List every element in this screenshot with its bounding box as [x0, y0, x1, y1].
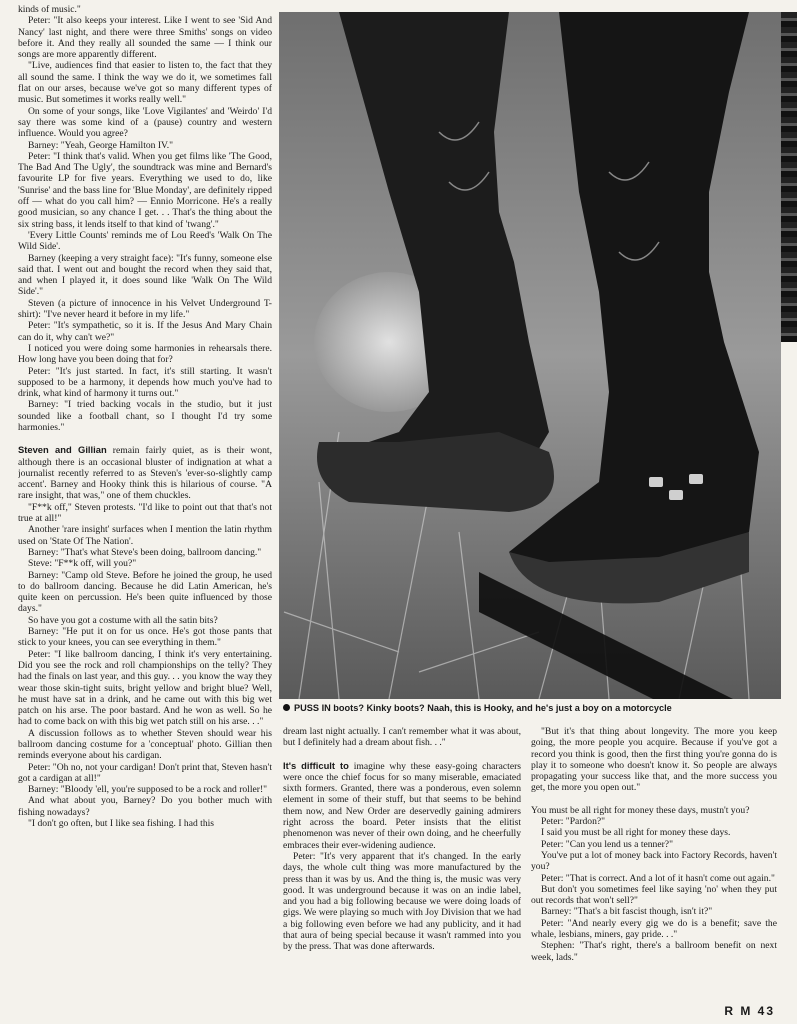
paragraph-text: imagine why these easy-going characters were once the chief focus for so many miserable, emaciated sixth formers. Granted, there was a ponderous, even solemn element in some of their stuff, but that seems to be behind them now, and New Order are deservedly gaining admirers right across the board. Peter insists that the elitist phenomenon was never of their own doing, and he cheerfully embraces their ever-widening audience.: [283, 760, 521, 851]
paragraph: On some of your songs, like 'Love Vigilantes' and 'Weirdo' I'd say there was some kind of a (pause) country and western influence. Would you agree?: [18, 105, 272, 140]
paragraph: Stephen: "That's right, there's a ballroom benefit on next week, lads.": [531, 940, 777, 963]
paragraph: So have you got a costume with all the satin bits?: [28, 614, 218, 626]
paragraph: Peter: "I think that's valid. When you get films like 'The Good, The Bad And The Ugly', the soundtrack was mine and Bernard's favourite LP for five years. Everything we used to do, like 'Sunrise' and the bass line for 'Blue Monday', are definitely ripped off — what do you call him? — Ennio Morricone. He's a really good musician, so any chance I get. . . That's the thing about the six string bass, it lends itself to that kind of 'twang'.": [18, 150, 272, 230]
paragraph: dream last night actually. I can't remember what it was about, but I definitely had a dream about fish. . .": [283, 726, 521, 749]
paragraph: Barney: "Camp old Steve. Before he joined the group, he used to do ballroom dancing. Because he did Latin American, he's quite keen on percussion. He's been quite influenced by those days.": [18, 569, 272, 615]
paragraph: Peter: "It's very apparent that it's changed. In the early days, the whole cult thing was more manufactured by the press than it was by us. And the thing is, the music was very good. It was underground because it was on an indie label, and you had a big following because we were doing loads of gigs. We were playing so much with Joy Division that we had a big following even before we had any publicity, and it had that aura of being special because it wasn't rammed into you by the press. That was done afterwards.: [283, 850, 521, 953]
paragraph: Barney: "He put it on for us once. He's got those pants that stick to your knees, you can see everything in them.": [18, 626, 272, 649]
paragraph: 'Every Little Counts' reminds me of Lou Reed's 'Walk On The Wild Side'.: [18, 229, 272, 253]
caption-text: PUSS IN boots? Kinky boots? Naah, this is Hooky, and he's just a boy on a motorcycle: [294, 703, 672, 713]
paragraph: Peter: "It's just started. In fact, it's still starting. It wasn't supposed to be a harmony, it depends how much you've had to drink, what kind of harmony it turns out.": [18, 365, 272, 400]
paragraph: Barney: "Yeah, George Hamilton IV.": [28, 139, 174, 151]
paragraph: kinds of music.": [18, 4, 81, 15]
photo-caption: [283, 702, 783, 714]
paragraph: And what about you, Barney? Do you bother much with fishing nowadays?: [18, 795, 272, 818]
paragraph: I noticed you were doing some harmonies in rehearsals there. How long have you been doing that for?: [18, 342, 272, 366]
paragraph: I said you must be all right for money these days.: [541, 827, 731, 839]
page-edge-strip: [781, 12, 797, 342]
article-column-3: [531, 726, 777, 1022]
paragraph: Peter: "Can you lend us a tenner?": [541, 838, 673, 850]
paragraph: Barney (keeping a very straight face): "It's funny, someone else said that. I went out and bought the record when they said that, and when I played it, it does sound like 'Walk On The Wild Side'.": [18, 252, 272, 298]
paragraph: Peter: "Pardon?": [541, 816, 606, 828]
section-paragraph: [283, 760, 521, 851]
boots-photo: [279, 12, 781, 699]
bullet-icon: [283, 704, 290, 711]
paragraph: Peter: "It's sympathetic, so it is. If the Jesus And Mary Chain can do it, why can't we?": [18, 320, 272, 343]
paragraph: "I don't go often, but I like sea fishing. I had this: [28, 818, 215, 830]
column-1-part-a: [18, 4, 272, 433]
paragraph: Another 'rare insight' surfaces when I mention the latin rhythm used on 'State Of The Nation'.: [18, 524, 272, 547]
paragraph: Peter: "And nearly every gig we do is a benefit; save the whale, lesbians, miners, gay pride. . .": [531, 917, 777, 941]
paragraph-text: remain fairly quiet, as is their wont, although there is an occasional bluster of indignation at what a journalist recently referred to as Steven's 'ever-so-slightly camp accent'. Barney and Hooky think this is hilarious of course. "A rare insight, that was," one of them chuckles.: [18, 445, 272, 502]
paragraph: Barney: "That's a bit fascist though, isn't it?": [541, 906, 713, 918]
paragraph: Peter: "Oh no, not your cardigan! Don't print that, Steven hasn't got a cardigan at all!": [18, 761, 272, 784]
paragraph: You've put a lot of money back into Factory Records, haven't you?: [531, 849, 777, 873]
paragraph: Steve: "F**k off, will you?": [28, 558, 137, 570]
paragraph: Barney: "I tried backing vocals in the studio, but it just sounded like a football chant, so I thought I'd try some harmonies.": [18, 399, 272, 433]
section-lead-in: Steven and Gillian: [18, 444, 107, 456]
paragraph: "Live, audiences find that easier to listen to, the fact that they all sound the same. I think the way we do it, we sometimes fall flat on our arses, because we've got so many different types of music. But sometimes it works really well.": [18, 60, 272, 106]
paragraph: Peter: "It also keeps your interest. Like I went to see 'Sid And Nancy' last night, and there were three Smiths' songs on video before it. And they really all sounded the same — I think our songs are more apparently different.: [18, 15, 272, 61]
section-lead-in: It's difficult to: [283, 759, 349, 771]
article-column-2: [283, 726, 521, 1022]
paragraph: A discussion follows as to whether Steven should wear his ballroom dancing costume for a 'conceptual' photo. Gillian then reminds everyone about his cardigan.: [18, 727, 272, 762]
paragraph: Barney: "That's what Steve's been doing, ballroom dancing.": [28, 546, 262, 558]
boots-illustration: [279, 12, 781, 699]
paragraph: Peter: "That is correct. And a lot of it hasn't come out again.": [541, 872, 775, 884]
paragraph: "But it's that thing about longevity. The more you keep going, the more people you acquire. Because if you've got a record you think is good, then the first thing you're gonna do is play it to someone who doesn't know it. So people are always propagating your success like that, and the more success you get, the more you open out.": [531, 726, 777, 794]
section-paragraph: [18, 444, 272, 501]
article-column-1: [18, 4, 272, 1022]
paragraph: "F**k off," Steven protests. "I'd like to point out that that's not true at all!": [18, 501, 272, 525]
paragraph: Steven (a picture of innocence in his Velvet Underground T-shirt): "I've never heard it before in my life.": [18, 297, 272, 321]
paragraph: Barney: "Bloody 'ell, you're supposed to be a rock and roller!": [28, 784, 268, 796]
paragraph: You must be all right for money these days, mustn't you?: [531, 804, 750, 816]
paragraph: Peter: "I like ballroom dancing, I think it's very entertaining. Did you see the rock and roll championships on the telly? They had the finals on last year, and this guy. . . you know the way they wear those skin-tight suits, bright yellow and bright blue? Well, he must have sat in a drink, and he came out with this big wet patch on his arse. The poor bastard. And he won as well. So he had to come back on with this big wet patch still on his arse. . .": [18, 648, 272, 728]
paragraph: But don't you sometimes feel like saying 'no' when they put out records that won't sell?": [531, 883, 777, 907]
page-folio: R M 43: [724, 1004, 775, 1018]
